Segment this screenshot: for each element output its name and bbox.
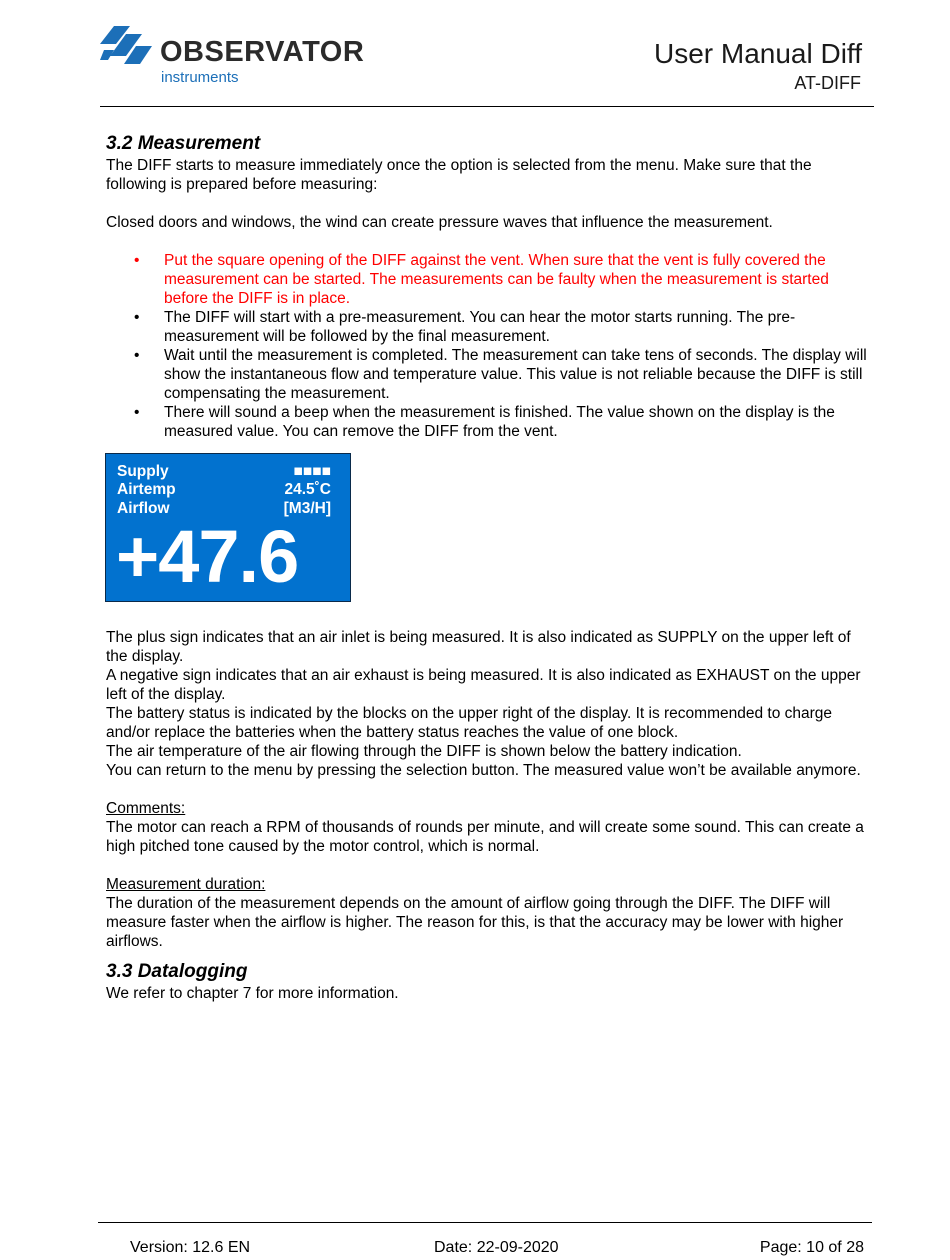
list-item: • There will sound a beep when the measurement is finished. The value shown on the display is the measured value. You can remove the DIFF from the vent.: [106, 403, 868, 441]
display-airtemp-label: Airtemp: [117, 481, 176, 498]
device-display-illustration: [105, 453, 351, 602]
battery-indicator: ■■■■: [293, 463, 331, 480]
display-mode-label: Supply: [117, 463, 169, 480]
footer-page-number: Page: 10 of 28: [759, 1239, 864, 1256]
datalogging-text: We refer to chapter 7 for more information.: [106, 985, 399, 1002]
document-title: User Manual Diff: [653, 38, 862, 69]
list-item: • The DIFF will start with a pre-measurement. You can hear the motor starts running. The pre-measurement will be followed by the final measurement.: [106, 308, 868, 346]
display-unit: [M3/H]: [283, 500, 331, 517]
footer-date: Date: 22-09-2020: [434, 1239, 559, 1256]
header-divider: [100, 106, 874, 107]
measurement-steps-list: [106, 251, 868, 441]
comments-heading: [106, 799, 868, 818]
page-header: [0, 0, 950, 108]
list-item-warning: • Put the square opening of the DIFF against the vent. When sure that the vent is fully covered the measurement can be started. The measurements can be faulty when the measurement is started before the DIFF is in place.: [106, 251, 868, 308]
duration-heading-text: Measurement duration:: [106, 876, 266, 893]
measurement-precondition: Closed doors and windows, the wind can create pressure waves that influence the measurement.: [106, 214, 773, 231]
section-heading-measurement: 3.2 Measurement: [106, 133, 261, 154]
comments-text: The motor can reach a RPM of thousands of rounds per minute, and will create some sound. This can create a high pitched tone caused by the motor control, which is normal.: [106, 819, 864, 855]
comments-heading-text: Comments:: [106, 800, 186, 817]
page-content: [106, 132, 868, 1003]
section-heading-datalogging: 3.3 Datalogging: [106, 961, 248, 982]
measurement-intro: The DIFF starts to measure immediately once the option is selected from the menu. Make sure that the following is prepared before measuring:: [106, 157, 812, 193]
duration-text: The duration of the measurement depends on the amount of airflow going through the DIFF. The DIFF will measure faster when the airflow is higher. The reason for this, is that the accuracy may be lower with higher airflows.: [106, 895, 844, 950]
display-measured-value: +47.6: [116, 515, 299, 598]
brand-subtitle: instruments: [161, 69, 239, 86]
display-airflow-label: Airflow: [117, 500, 170, 517]
display-temperature-value: 24.5˚C: [284, 481, 331, 498]
brand-name: OBSERVATOR: [160, 36, 365, 68]
explanation-temperature: The air temperature of the air flowing through the DIFF is shown below the battery indication.: [106, 743, 742, 760]
footer-divider: [98, 1222, 872, 1223]
footer-version: Version: 12.6 EN: [130, 1239, 251, 1256]
explanation-plus-sign: The plus sign indicates that an air inlet is being measured. It is also indicated as SUPPLY on the upper left of the display.: [106, 629, 851, 665]
explanation-battery: The battery status is indicated by the blocks on the upper right of the display. It is recommended to charge and/or replace the batteries when the battery status reaches the value of one block.: [106, 705, 833, 741]
document-subtitle: AT-DIFF: [794, 73, 861, 93]
duration-heading: [106, 875, 868, 894]
explanation-return-menu: You can return to the menu by pressing the selection button. The measured value won’t be available anymore.: [106, 762, 861, 779]
observator-logo: [100, 22, 365, 90]
observator-logo-icon: [100, 26, 152, 70]
explanation-negative-sign: A negative sign indicates that an air exhaust is being measured. It is also indicated as EXHAUST on the upper left of the display.: [106, 667, 861, 703]
list-item: • Wait until the measurement is completed. The measurement can take tens of seconds. The display will show the instantaneous flow and temperature value. This value is not reliable because the DIFF is still compensating the measurement.: [106, 346, 868, 403]
